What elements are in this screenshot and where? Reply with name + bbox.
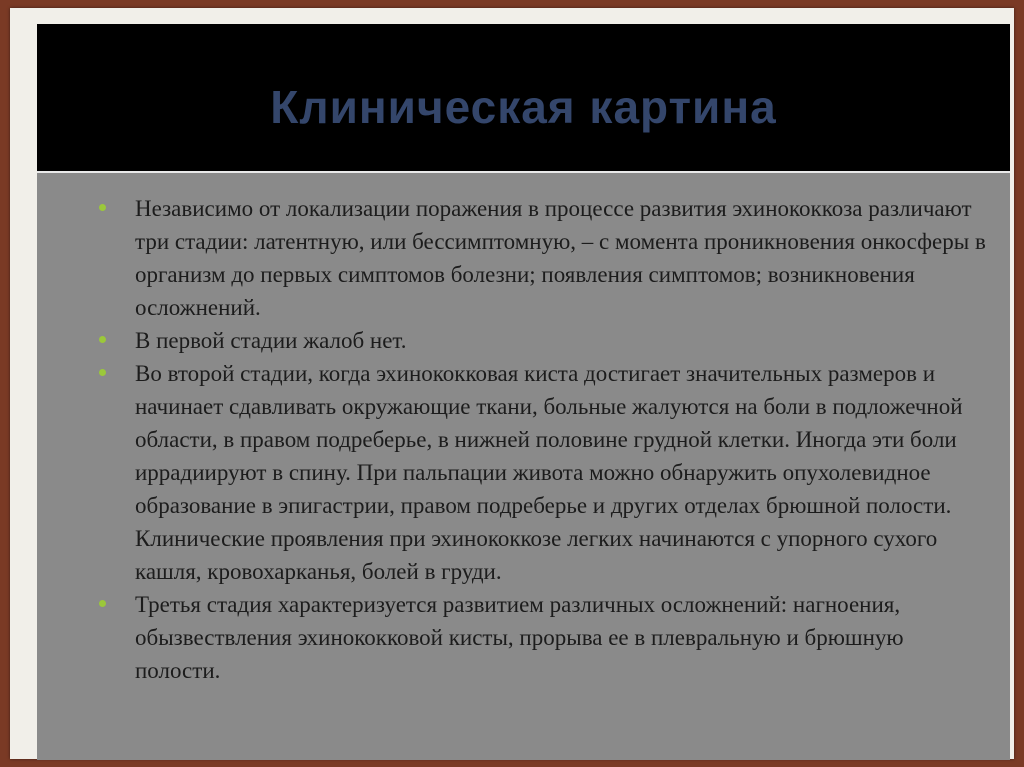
bullet-item [97,324,987,357]
slide-frame [10,8,1014,759]
bullet-text: Независимо от локализации поражения в процессе развития эхинококкоза различают три стадии: латентную, или бессимптомную, – с момента проникновения онкосферы в организм до первых симптомов болезни; появления симптомов; возникновения осложнений. [135,196,986,320]
bullet-list [97,192,987,687]
bullet-item [97,357,987,588]
slide [37,24,1010,760]
bullet-dot-icon [99,336,106,343]
bullet-text: Третья стадия характеризуется развитием различных осложнений: нагноения, обызвествления эхинококковой кисты, прорыва ее в плевральную и брюшную полости. [135,592,904,683]
slide-title: Клиническая картина [270,81,777,133]
bullet-text: В первой стадии жалоб нет. [135,328,407,353]
title-bar [37,24,1010,171]
bullet-dot-icon [99,369,106,376]
bullet-text: Во второй стадии, когда эхинококковая киста достигает значительных размеров и начинает сдавливать окружающие ткани, больные жалуются на боли в подложечной области, в правом подреберье, в нижней половине грудной клетки. Иногда эти боли иррадиируют в спину. При пальпации живота можно обнаружить опухолевидное образование в эпигастрии, правом подреберье и других отделах брюшной полости. Клинические проявления при эхинококкозе легких начинаются с упорного сухого кашля, кровохарканья, болей в груди. [135,361,963,584]
bullet-item [97,588,987,687]
bullet-dot-icon [99,204,106,211]
bullet-dot-icon [99,600,106,607]
bullet-item [97,192,987,324]
